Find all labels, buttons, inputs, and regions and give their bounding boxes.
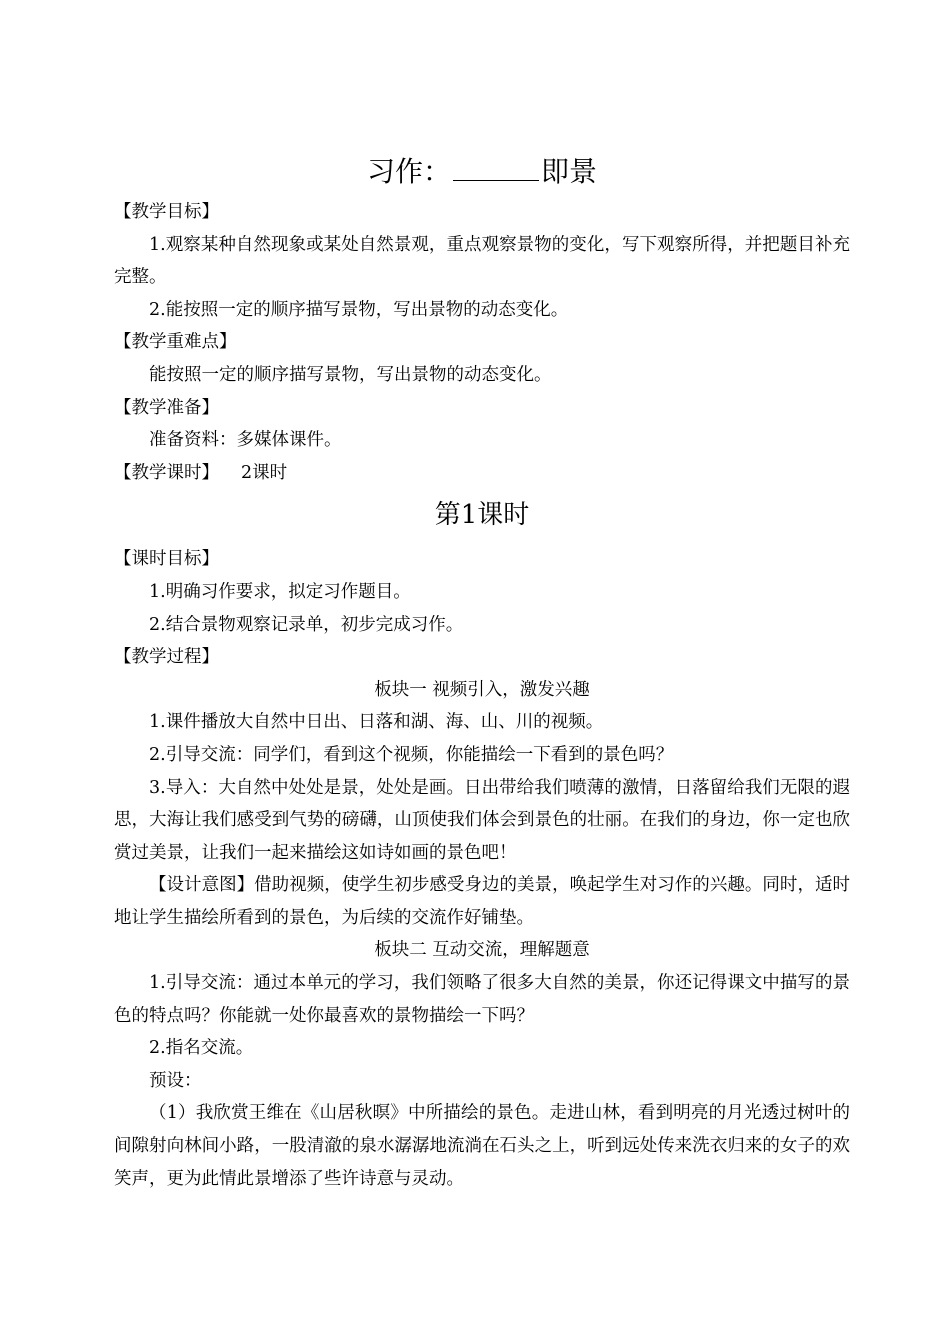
goals-heading: 【教学目标】 <box>114 202 219 222</box>
block2-title: 板块二 互动交流，理解题意 <box>374 940 590 961</box>
block2-paragraph-1: 1.引导交流：通过本单元的学习，我们领略了很多大自然的美景，你还记得课文中描写的景色的特点吗？你能就一处你最喜欢的景物描绘一下吗？ <box>114 973 850 1026</box>
block2-paragraph-3: （1）我欣赏王维在《山居秋暝》中所描绘的景色。走进山林，看到明亮的月光透过树叶的间隙射向林间小路，一股清澈的泉水潺潺地流淌在石头之上，听到远处传来洗衣归来的女子的欢笑声，更为此情此景增添了些许诗意与灵动。 <box>114 1103 850 1189</box>
lesson-goal-1: 1.明确习作要求，拟定习作题目。 <box>149 581 411 602</box>
lesson1-title: 第1课时 <box>434 500 530 531</box>
block2-preset-label: 预设： <box>149 1070 202 1091</box>
lesson-goal-2: 2.结合景物观察记录单，初步完成习作。 <box>149 614 464 635</box>
prep-text: 准备资料：多媒体课件。 <box>149 430 342 451</box>
key-text: 能按照一定的顺序描写景物，写出景物的动态变化。 <box>149 364 552 385</box>
page-title <box>114 150 850 194</box>
block1-paragraph-3: 3.导入：大自然中处处是景，处处是画。日出带给我们喷薄的激情，日落留给我们无限的遐思，大海让我们感受到气势的磅礴，山顶使我们体会到景色的壮丽。在我们的身边，你一定也欣赏过美景，让我们一起来描绘这如诗如画的景色吧！ <box>114 777 850 863</box>
lesson-goals-heading: 【课时目标】 <box>114 549 219 570</box>
block1-title: 板块一 视频引入，激发兴趣 <box>374 679 590 700</box>
document-page <box>114 150 850 1195</box>
block1-paragraph-2: 2.引导交流：同学们，看到这个视频，你能描绘一下看到的景色吗？ <box>149 744 674 765</box>
title-blank <box>453 154 539 181</box>
prep-heading: 【教学准备】 <box>114 397 219 418</box>
key-heading: 【教学重难点】 <box>114 332 237 353</box>
hours-row <box>114 457 850 490</box>
goal-1: 1.观察某种自然现象或某处自然景观，重点观察景物的变化，写下观察所得，并把题目补充完整。 <box>114 234 850 288</box>
title-prefix: 习作： <box>366 155 451 188</box>
process-heading: 【教学过程】 <box>114 647 219 668</box>
block1-design-intent: 【设计意图】借助视频，使学生初步感受身边的美景，唤起学生对习作的兴趣。同时，适时地让学生描绘所看到的景色，为后续的交流作好铺垫。 <box>114 875 850 928</box>
hours-heading: 【教学课时】 <box>114 462 219 483</box>
block2-paragraph-2: 2.指名交流。 <box>149 1038 254 1059</box>
title-suffix: 即景 <box>541 155 598 188</box>
hours-text: 2课时 <box>241 462 288 483</box>
goal-2: 2.能按照一定的顺序描写景物，写出景物的动态变化。 <box>149 299 569 320</box>
block1-paragraph-1: 1.课件播放大自然中日出、日落和湖、海、山、川的视频。 <box>149 712 604 733</box>
